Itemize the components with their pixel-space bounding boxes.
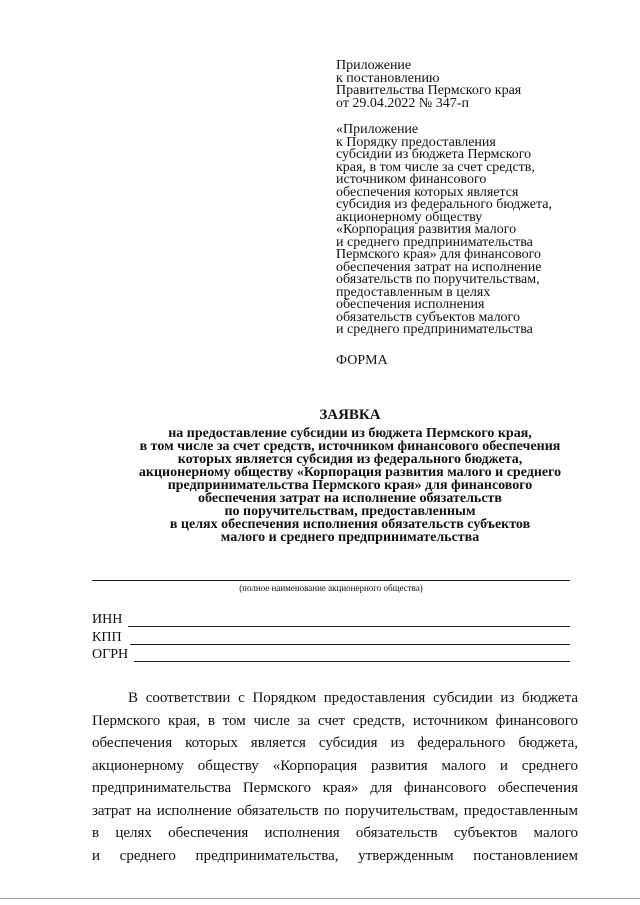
body-line: обеспечения которых является субсидия из федерального бюджета, <box>92 735 578 751</box>
subtitle-line: предпринимательства Пермского края» для финансового <box>167 478 533 493</box>
order-appendix-line: обеспечения которых является <box>336 184 519 200</box>
company-name-caption: (полное наименование акционерного общества) <box>239 583 423 593</box>
inn-underline <box>128 626 570 627</box>
subtitle-line: по поручительствам, предоставленным <box>224 504 476 519</box>
subtitle-line: в том числе за счет средств, источником финансового обеспечения <box>139 439 561 454</box>
body-line: затрат на исполнение обязательств по поручительствам, предоставленным <box>92 802 578 819</box>
order-appendix-line: обеспечения исполнения <box>336 297 485 312</box>
form-label-text: ФОРМА <box>336 353 388 368</box>
appendix-line: от 29.04.2022 № 347-п <box>336 95 469 111</box>
order-appendix-line: субсидия из федерального бюджета, <box>336 197 552 212</box>
order-appendix-line: «Приложение <box>336 122 419 137</box>
subtitle-line: в целях обеспечения исполнения обязательств субъектов <box>169 517 531 532</box>
subtitle-line: на предоставление субсидии из бюджета Пермского края, <box>168 426 532 441</box>
order-appendix-line: и среднего предпринимательства <box>336 322 533 337</box>
body-line: Пермского края, в том числе за счет средств, источником финансового <box>92 712 578 729</box>
document-subtitle <box>60 427 640 544</box>
company-name-line <box>92 580 570 581</box>
ogrn-field <box>92 647 570 663</box>
appendix-line: к постановлению <box>336 70 440 86</box>
order-appendix-line: источником финансового <box>336 172 487 187</box>
ogrn-underline <box>134 661 570 662</box>
order-appendix-line: края, в том числе за счет средств, <box>336 159 535 175</box>
inn-label: ИНН <box>92 612 123 627</box>
subtitle-line: обеспечения затрат на исполнение обязательств <box>198 491 502 506</box>
form-label <box>336 355 626 368</box>
document-title-text: ЗАЯВКА <box>319 407 381 423</box>
body-line: в целях обеспечения исполнения обязательств субъектов малого <box>92 825 578 841</box>
body-line: предпринимательства Пермского края» для финансового обеспечения <box>92 780 578 796</box>
appendix-line: Правительства Пермского края <box>336 83 522 98</box>
order-appendix-header <box>336 124 626 337</box>
inn-field <box>92 612 570 628</box>
kpp-label: КПП <box>92 630 122 645</box>
order-appendix-line: обязательств по поручительствам, <box>336 272 540 287</box>
kpp-field <box>92 630 570 646</box>
document-title <box>60 409 640 422</box>
page-edge-line <box>0 898 640 899</box>
order-appendix-line: предоставленным в целях <box>336 284 491 300</box>
subtitle-line: которых является субсидия из федерального бюджета, <box>177 452 523 467</box>
order-appendix-line: акционерному обществу <box>336 209 483 225</box>
ogrn-label: ОГРН <box>92 647 129 662</box>
appendix-header <box>336 60 626 110</box>
order-appendix-line: субсидии из бюджета Пермского <box>336 147 532 162</box>
appendix-line: Приложение <box>336 58 412 73</box>
order-appendix-line: и среднего предпринимательства <box>336 234 533 250</box>
body-line: В соответствии с Порядком предоставления субсидии из бюджета <box>128 690 578 706</box>
kpp-underline <box>130 644 570 645</box>
subtitle-line: малого и среднего предпринимательства <box>220 530 480 545</box>
body-line: и среднего предпринимательства, утвержденным постановлением <box>92 847 578 864</box>
order-appendix-line: обеспечения затрат на исполнение <box>336 259 542 275</box>
subtitle-line: акционерному обществу «Корпорация развития малого и среднего <box>138 465 562 480</box>
body-paragraph <box>92 687 578 867</box>
body-line: акционерному обществу «Корпорация развития малого и среднего <box>92 757 578 774</box>
order-appendix-line: «Корпорация развития малого <box>336 222 517 237</box>
order-appendix-line: обязательств субъектов малого <box>336 309 520 325</box>
order-appendix-line: к Порядку предоставления <box>336 134 496 150</box>
order-appendix-line: Пермского края» для финансового <box>336 247 542 262</box>
